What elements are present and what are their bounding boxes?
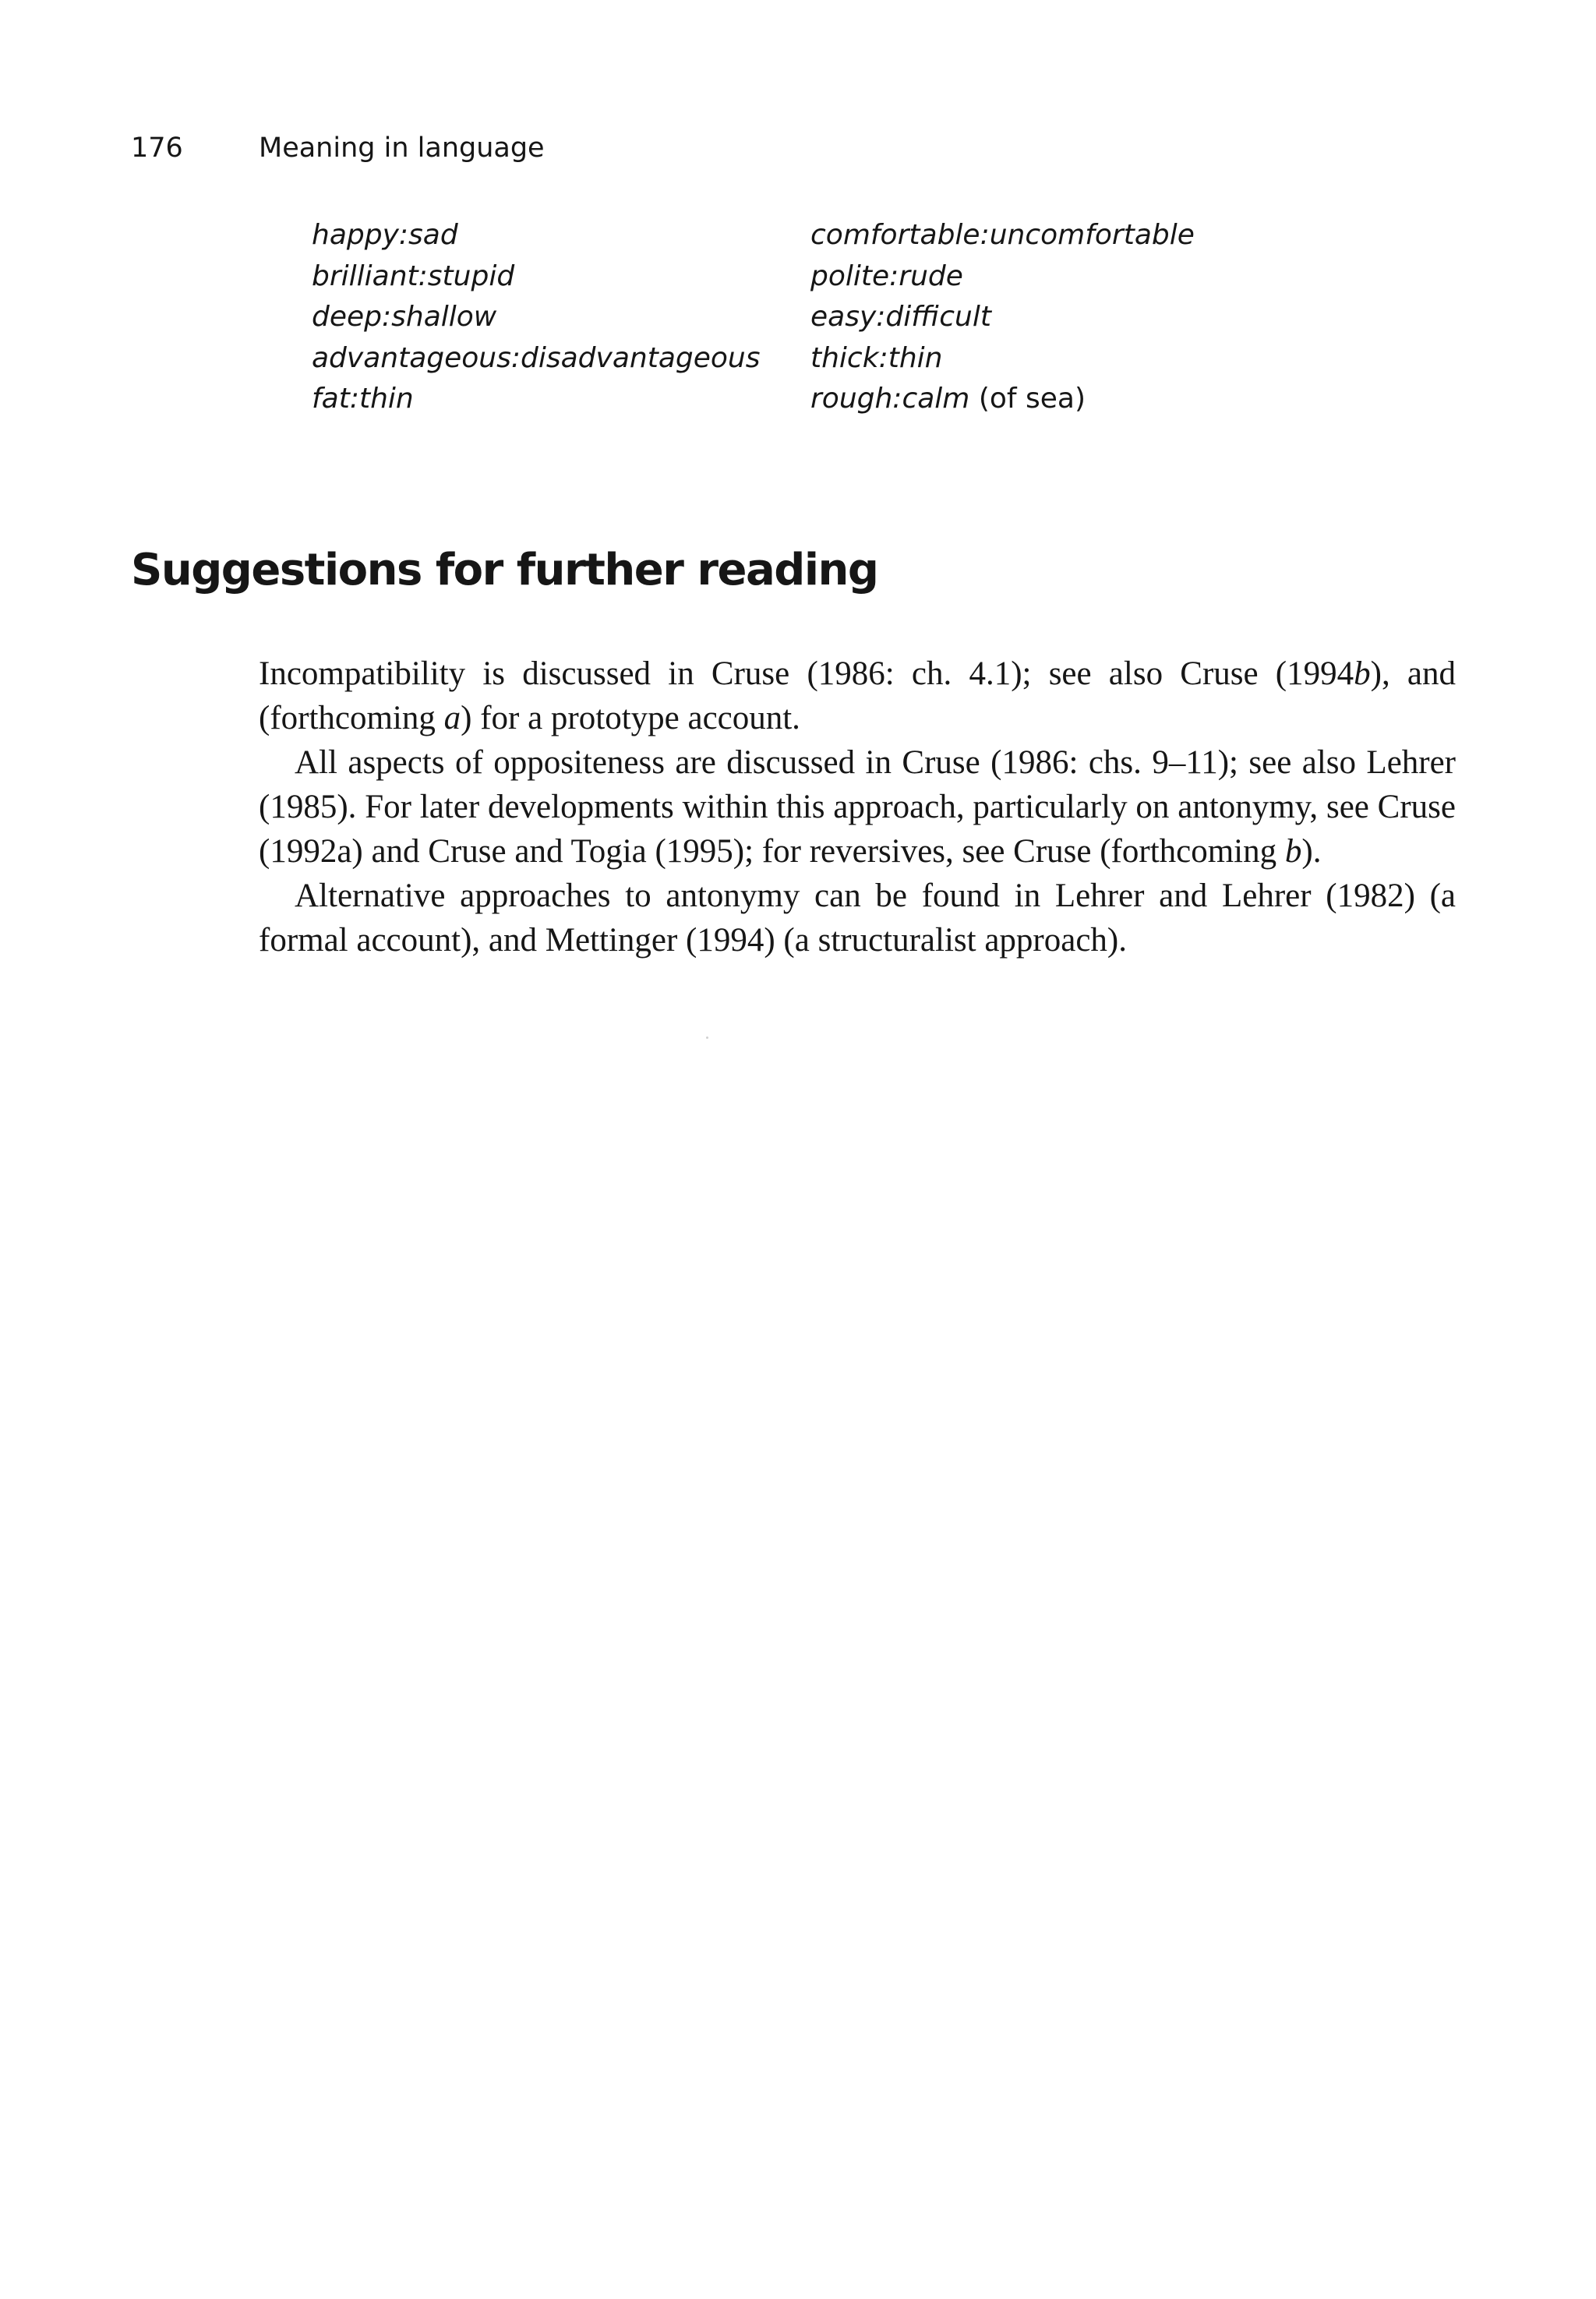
scan-speck — [706, 1036, 708, 1039]
antonym-column-right — [810, 215, 1195, 420]
antonym-column-left — [312, 215, 760, 420]
running-head-title: Meaning in language — [259, 132, 545, 164]
paragraph: Incompatibility is discussed in Cruse (1986: ch. 4.1); see also Cruse (1994b), and (forthcoming a) for a prototype account. — [259, 655, 1457, 736]
paragraph: All aspects of oppositeness are discussed in Cruse (1986: chs. 9–11); see also Lehrer (1985). For later developments within this approach, particularly on antonymy, see Cruse (1992a) and Cruse and Togia (1995); for reversives, see Cruse (forthcoming b). — [259, 744, 1456, 870]
antonym-pair: fat:thin — [312, 383, 414, 415]
paragraph: Alternative approaches to antonymy can be found in Lehrer and Lehrer (1982) (a formal account), and Mettinger (1994) (a structuralist approach). — [259, 878, 1456, 959]
running-head — [131, 131, 545, 165]
antonym-pair: comfortable:uncomfortable — [810, 219, 1195, 251]
antonym-pair: polite:rude — [810, 260, 963, 292]
antonym-pair: thick:thin — [810, 341, 943, 374]
further-reading-body — [259, 652, 1456, 962]
antonym-pair: easy:difficult — [810, 301, 991, 333]
antonym-pair: brilliant:stupid — [312, 260, 515, 292]
antonym-pair: deep:shallow — [312, 301, 497, 333]
page-number: 176 — [131, 132, 183, 164]
antonym-pair: rough:calm (of sea) — [810, 383, 1086, 415]
antonym-pair: happy:sad — [312, 219, 458, 251]
antonym-pair: advantageous:disadvantageous — [312, 341, 761, 374]
section-heading: Suggestions for further reading — [131, 545, 878, 595]
